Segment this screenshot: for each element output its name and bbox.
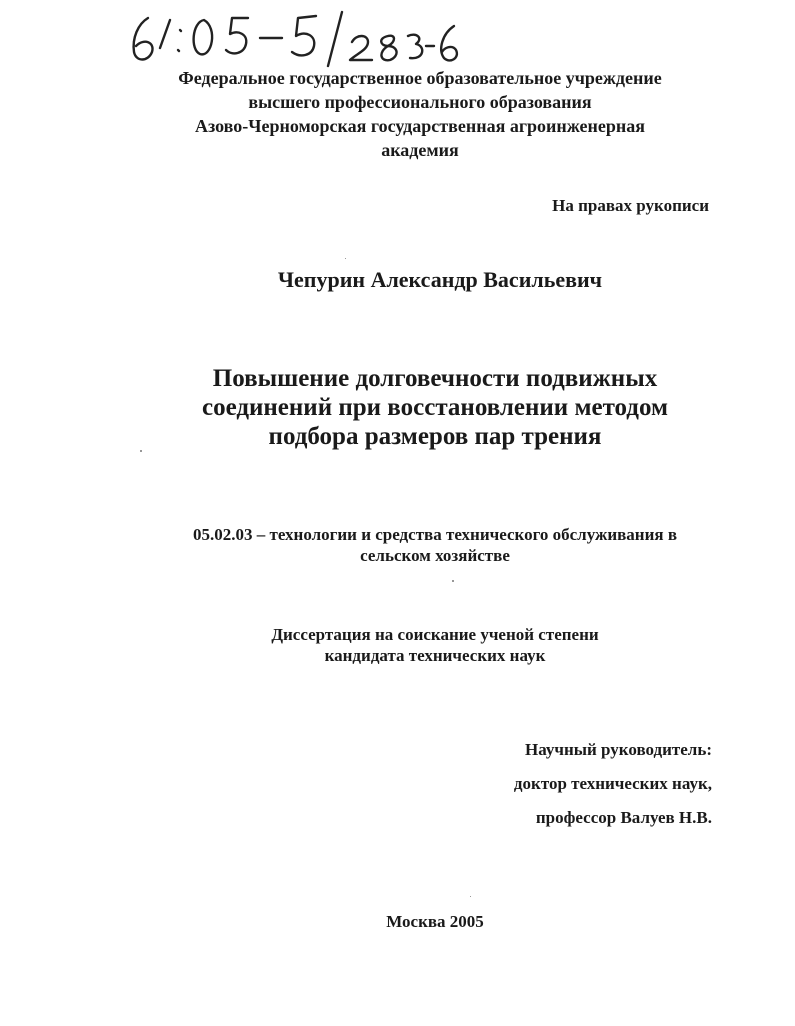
degree-line: кандидата технических наук — [324, 646, 546, 665]
dissertation-title — [100, 364, 770, 451]
manuscript-rights-note: На правах рукописи — [552, 196, 709, 215]
handwritten-archive-number — [120, 8, 490, 70]
author-name: Чепурин Александр Васильевич — [277, 267, 603, 292]
degree-line: Диссертация на соискание ученой степени — [271, 625, 599, 644]
supervisor-line: доктор технических наук, — [513, 774, 712, 793]
scan-speck — [452, 580, 454, 582]
title-line: Повышение долговечности подвижных — [212, 365, 658, 392]
handwritten-number-svg — [120, 8, 490, 70]
institution-line: высшего профессионального образования — [248, 92, 592, 112]
scientific-supervisor — [392, 733, 712, 835]
institution-line: Азово-Черноморская государственная агроинженерная — [194, 116, 646, 136]
specialty-line: сельском хозяйстве — [360, 546, 510, 565]
institution-line: Федеральное государственное образовательное учреждение — [178, 68, 662, 88]
title-line: подбора размеров пар трения — [268, 423, 602, 450]
institution-name — [120, 66, 720, 162]
specialty-code — [120, 524, 750, 566]
specialty-line: 05.02.03 – технологии и средства технического обслуживания в — [192, 525, 678, 544]
institution-line: академия — [381, 140, 459, 160]
degree-statement — [130, 624, 740, 666]
scan-speck — [470, 896, 471, 897]
title-line: соединений при восстановлении методом — [201, 394, 669, 421]
supervisor-line: профессор Валуев Н.В. — [535, 808, 712, 827]
scan-speck — [345, 258, 346, 259]
supervisor-line: Научный руководитель: — [525, 740, 712, 759]
scan-speck — [140, 450, 142, 452]
city-year: Москва 2005 — [386, 912, 484, 931]
